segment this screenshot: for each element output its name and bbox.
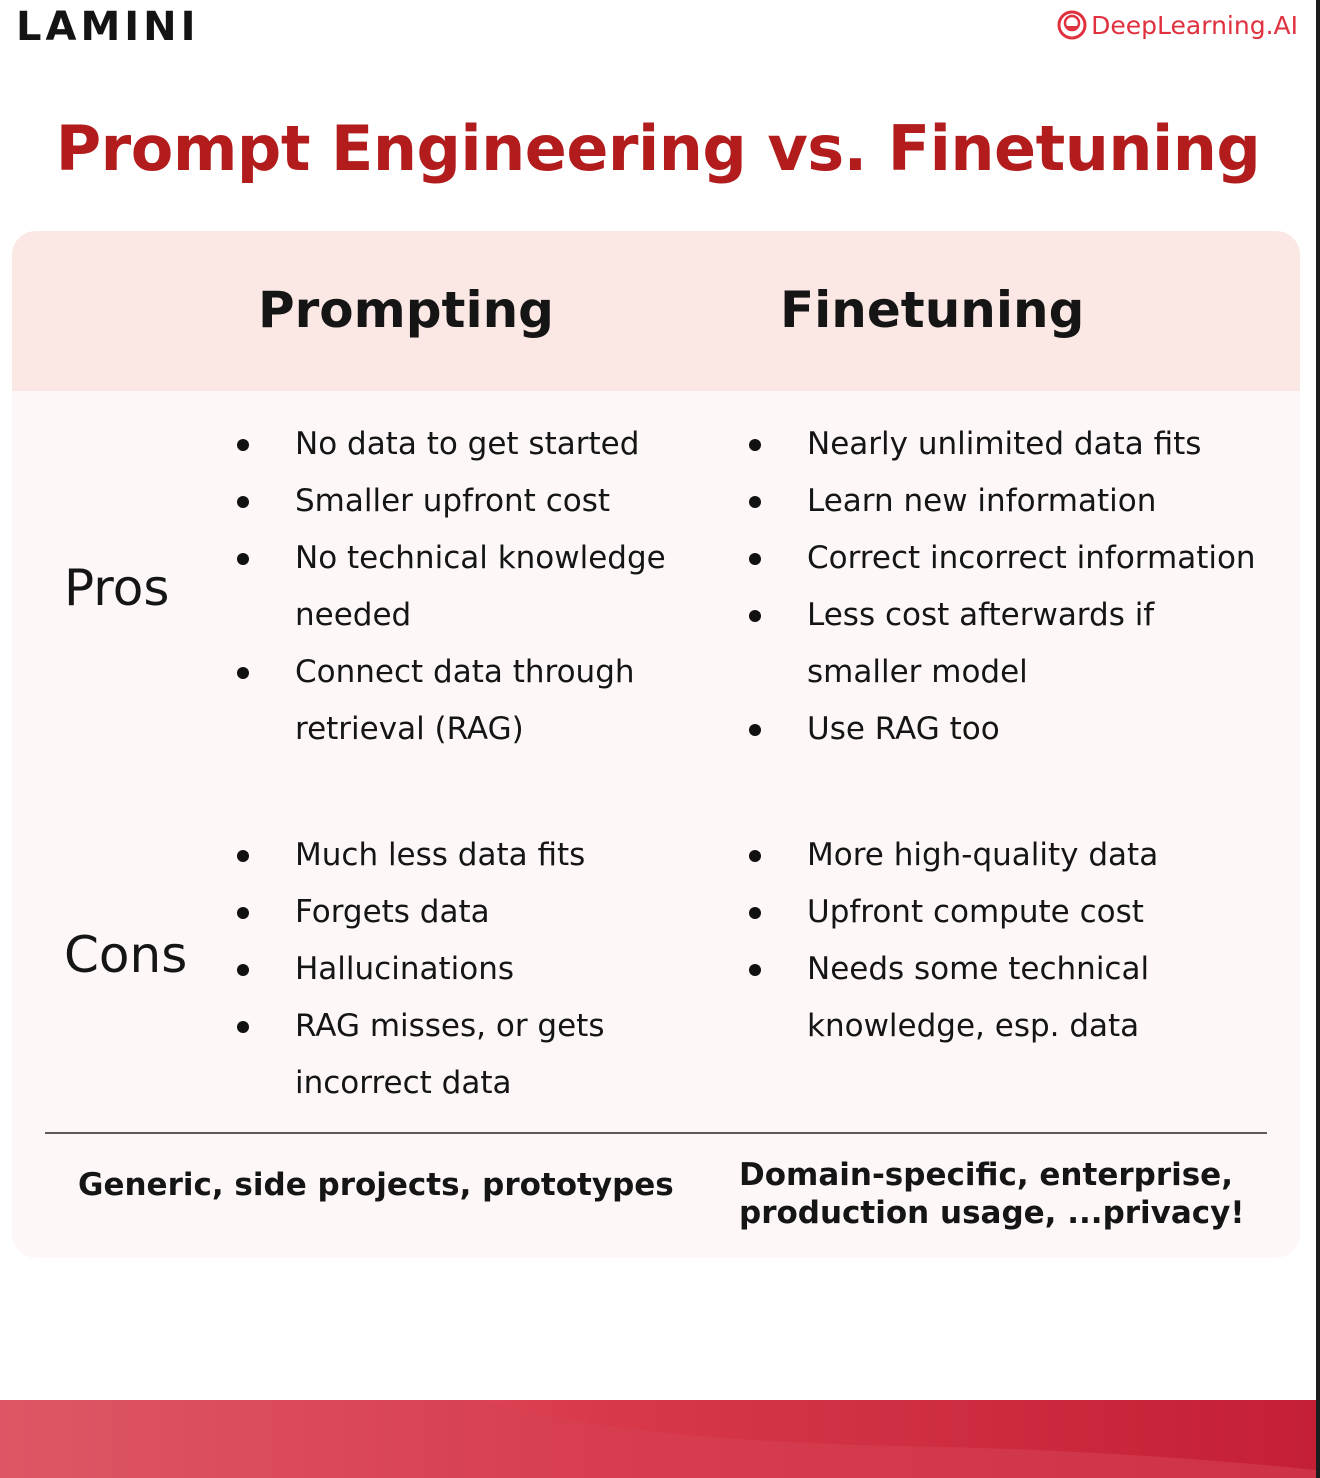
lamini-logo: LAMINI (16, 4, 200, 50)
window-edge (1316, 0, 1320, 1478)
list-item: Correct incorrect information (745, 530, 1256, 587)
list-item: Forgets data (233, 884, 605, 941)
list-item: Smaller upfront cost (233, 473, 666, 530)
divider (45, 1132, 1267, 1134)
cons-finetuning-list (745, 827, 1158, 1055)
list-item-continuation: needed (295, 597, 412, 633)
comparison-panel (12, 231, 1300, 1258)
use-case-finetuning: Domain-specific, enterprise, production usage, ...privacy! (739, 1157, 1245, 1231)
column-header-prompting: Prompting (258, 281, 554, 339)
pros-finetuning-list (745, 416, 1256, 758)
row-label-pros: Pros (64, 559, 170, 617)
column-header-finetuning: Finetuning (780, 281, 1085, 339)
decorative-footer-wave (0, 1400, 1316, 1478)
list-item-continuation: smaller model (807, 654, 1028, 690)
list-item-continuation: incorrect data (295, 1065, 512, 1101)
list-item: More high-quality data (745, 827, 1158, 884)
list-item-continuation: retrieval (RAG) (295, 711, 524, 747)
list-item: Use RAG too (745, 701, 1256, 758)
deeplearning-ai-logo (1057, 10, 1298, 40)
list-item: Much less data fits (233, 827, 605, 884)
deeplearning-logo-icon (1057, 10, 1087, 40)
list-item: Hallucinations (233, 941, 605, 998)
list-item: Learn new information (745, 473, 1256, 530)
list-item: Less cost afterwards if (745, 587, 1256, 644)
column-header-band (12, 231, 1300, 391)
list-item: RAG misses, or gets (233, 998, 605, 1055)
slide-title: Prompt Engineering vs. Finetuning (55, 112, 1261, 185)
list-item: Upfront compute cost (745, 884, 1158, 941)
deeplearning-logo-text: DeepLearning.AI (1091, 10, 1298, 40)
list-item: Nearly unlimited data fits (745, 416, 1256, 473)
cons-prompting-list (233, 827, 605, 1112)
list-item: No data to get started (233, 416, 666, 473)
row-label-cons: Cons (64, 926, 188, 984)
list-item: No technical knowledge (233, 530, 666, 587)
list-item-continuation: knowledge, esp. data (807, 1008, 1140, 1044)
use-case-prompting: Generic, side projects, prototypes (78, 1167, 674, 1203)
pros-prompting-list (233, 416, 666, 758)
list-item: Connect data through (233, 644, 666, 701)
list-item: Needs some technical (745, 941, 1158, 998)
